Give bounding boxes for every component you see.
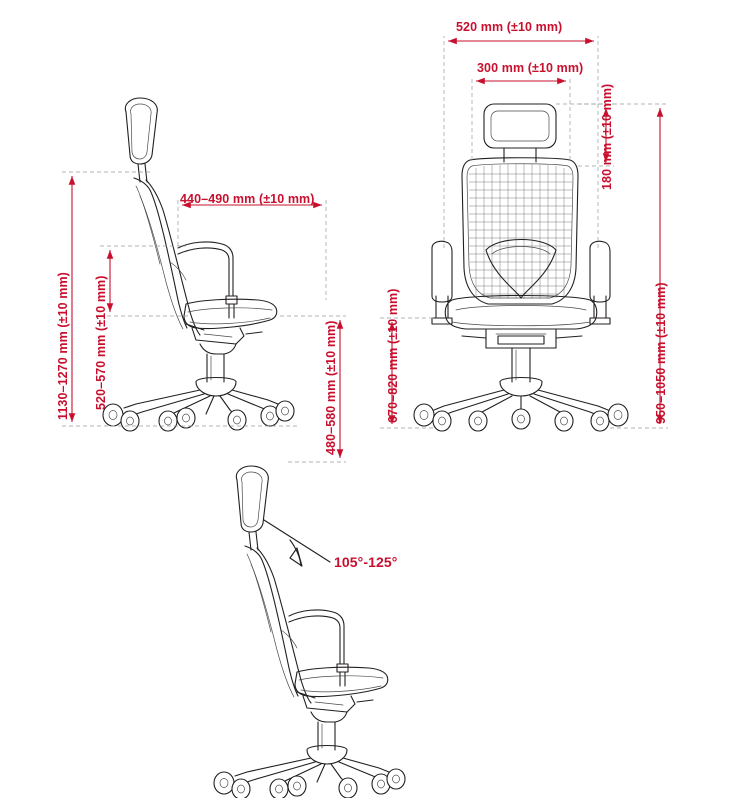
front-view-dimension-lines: [392, 41, 660, 424]
dim-label-headrest-height: 180 mm (±10 mm): [600, 83, 614, 190]
side-view-chair: [103, 98, 294, 431]
dim-label-back-height: 520–570 mm (±10 mm): [94, 275, 108, 410]
dim-label-seat-width: 440–490 mm (±10 mm): [180, 192, 315, 206]
recline-view-chair: [214, 466, 405, 798]
dim-label-seat-height: 480–580 mm (±10 mm): [324, 320, 338, 455]
dim-label-total-height: 1130–1270 mm (±10 mm): [56, 272, 70, 420]
front-view-chair: [414, 104, 628, 431]
dim-label-recline-angle: 105°-125°: [334, 554, 398, 570]
dim-label-armrest-height: 670–820 mm (±10 mm): [386, 288, 400, 423]
dim-label-backrest-width: 300 mm (±10 mm): [477, 61, 584, 75]
dim-label-chair-height-range: 950–1050 mm (±10 mm): [654, 282, 668, 424]
dim-label-overall-width: 520 mm (±10 mm): [456, 20, 563, 34]
